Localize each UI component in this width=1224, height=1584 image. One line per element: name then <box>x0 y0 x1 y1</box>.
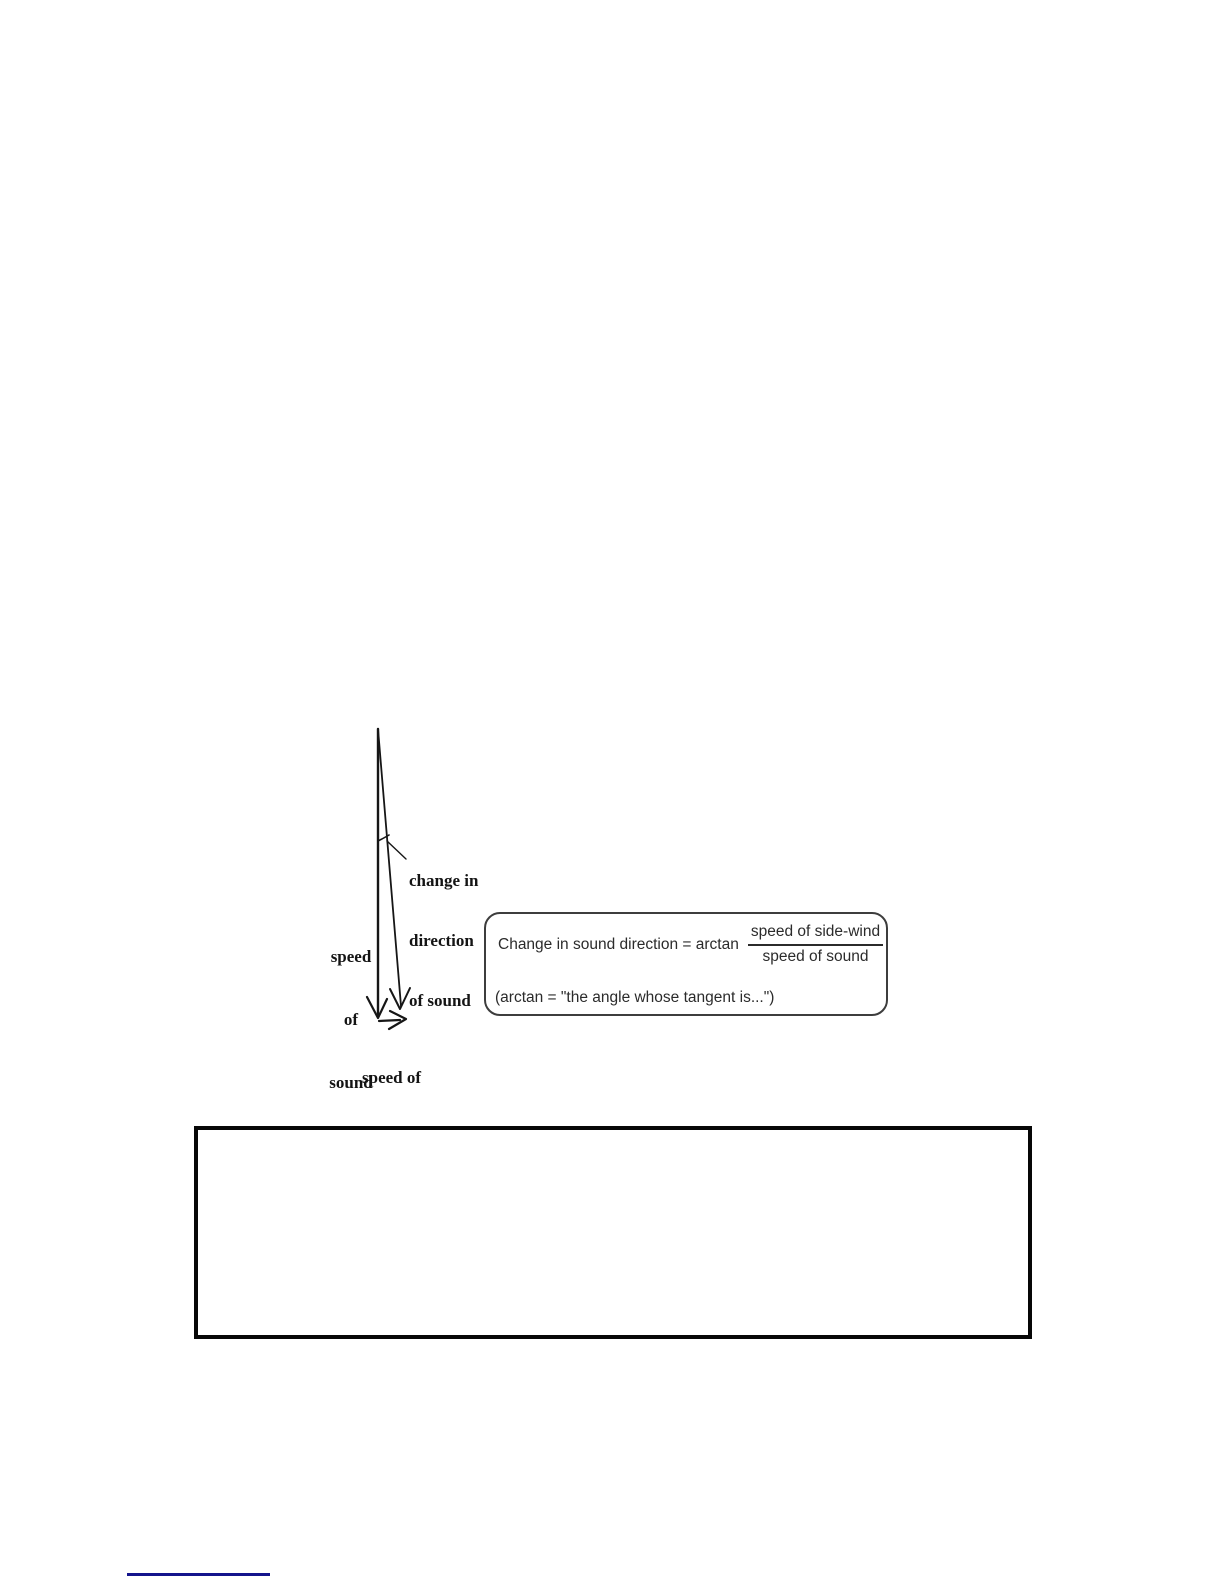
change-in-direction-line1: change in <box>409 871 479 890</box>
change-in-direction-line2: direction <box>409 931 474 950</box>
side-wind-arrowhead-icon <box>389 1011 406 1029</box>
change-in-direction-line3: of sound <box>409 991 471 1010</box>
formula-fraction <box>748 923 883 966</box>
speed-of-sound-line3: sound <box>329 1073 373 1092</box>
speed-of-sound-line1: speed <box>330 947 372 966</box>
formula-equation <box>498 923 883 966</box>
fraction-denominator: speed of sound <box>762 947 869 965</box>
change-in-direction-label <box>409 831 478 1051</box>
angle-arc-icon <box>378 835 389 841</box>
answer-box <box>194 1126 1032 1339</box>
label-leader-line <box>387 841 406 859</box>
speed-of-side-wind-line1: speed of <box>362 1068 422 1087</box>
formula-equation-prefix: Change in sound direction = arctan <box>498 935 739 953</box>
resultant-arrowhead-icon <box>390 988 410 1009</box>
speed-of-sound-line2: of <box>343 1010 359 1029</box>
formula-callout <box>484 912 888 1016</box>
footer-link-underline[interactable] <box>127 1573 270 1576</box>
fraction-numerator: speed of side-wind <box>748 923 883 946</box>
resultant-arrow-shaft <box>378 729 401 1006</box>
side-wind-arrow-shaft <box>379 1020 400 1021</box>
arctan-definition-note: (arctan = "the angle whose tangent is...") <box>495 989 775 1006</box>
